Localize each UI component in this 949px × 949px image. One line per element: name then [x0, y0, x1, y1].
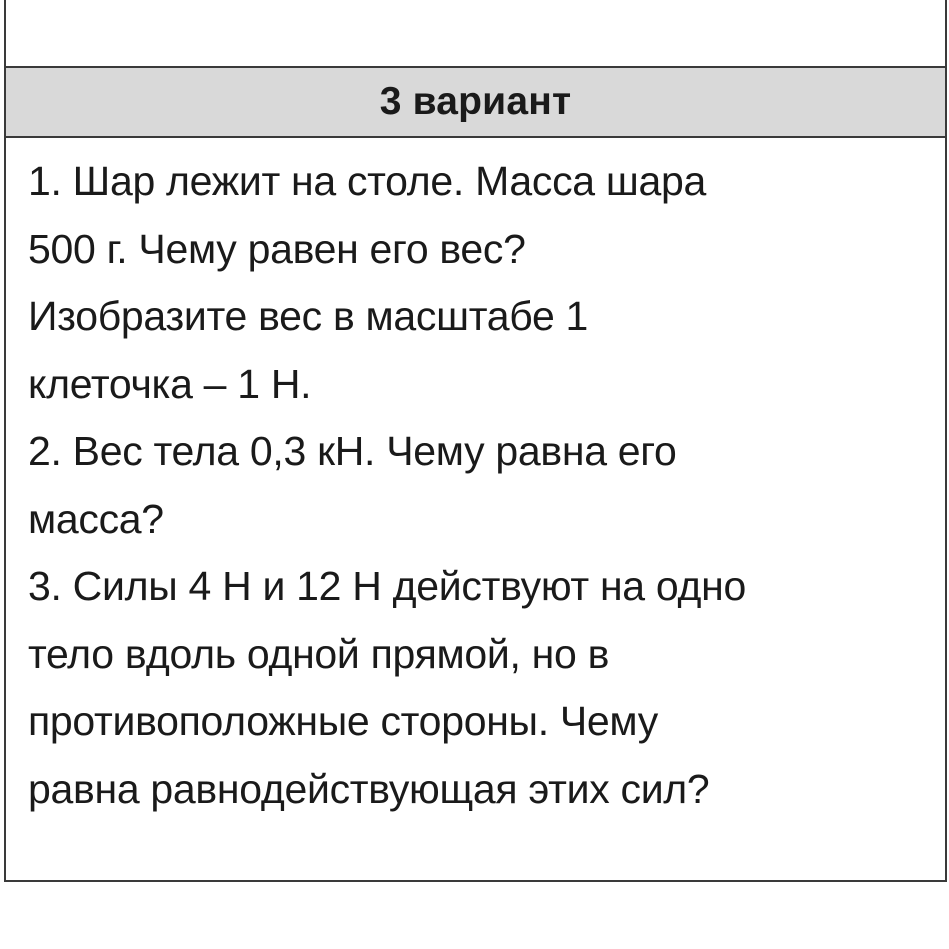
task-line: Изобразите вес в масштабе 1	[28, 293, 589, 339]
task-line: 1. Шар лежит на столе. Масса шара	[28, 158, 706, 204]
task-line: клеточка – 1 Н.	[28, 360, 312, 407]
assignment-table	[4, 0, 947, 882]
empty-top-cell	[6, 0, 945, 68]
task-line: 3. Силы 4 Н и 12 Н действуют на одно	[28, 563, 746, 609]
variant-header-cell	[6, 68, 945, 138]
task-line: равна равнодействующая этих сил?	[28, 765, 710, 812]
task-line: тело вдоль одной прямой, но в	[28, 630, 610, 677]
task-line: 500 г. Чему равен его вес?	[28, 225, 526, 272]
variant-title: 3 вариант	[379, 80, 572, 123]
task-line: 2. Вес тела 0,3 кН. Чему равна его	[28, 428, 677, 474]
task-line: масса?	[28, 495, 164, 542]
task-line: противоположные стороны. Чему	[28, 698, 658, 744]
tasks-cell	[6, 138, 945, 880]
